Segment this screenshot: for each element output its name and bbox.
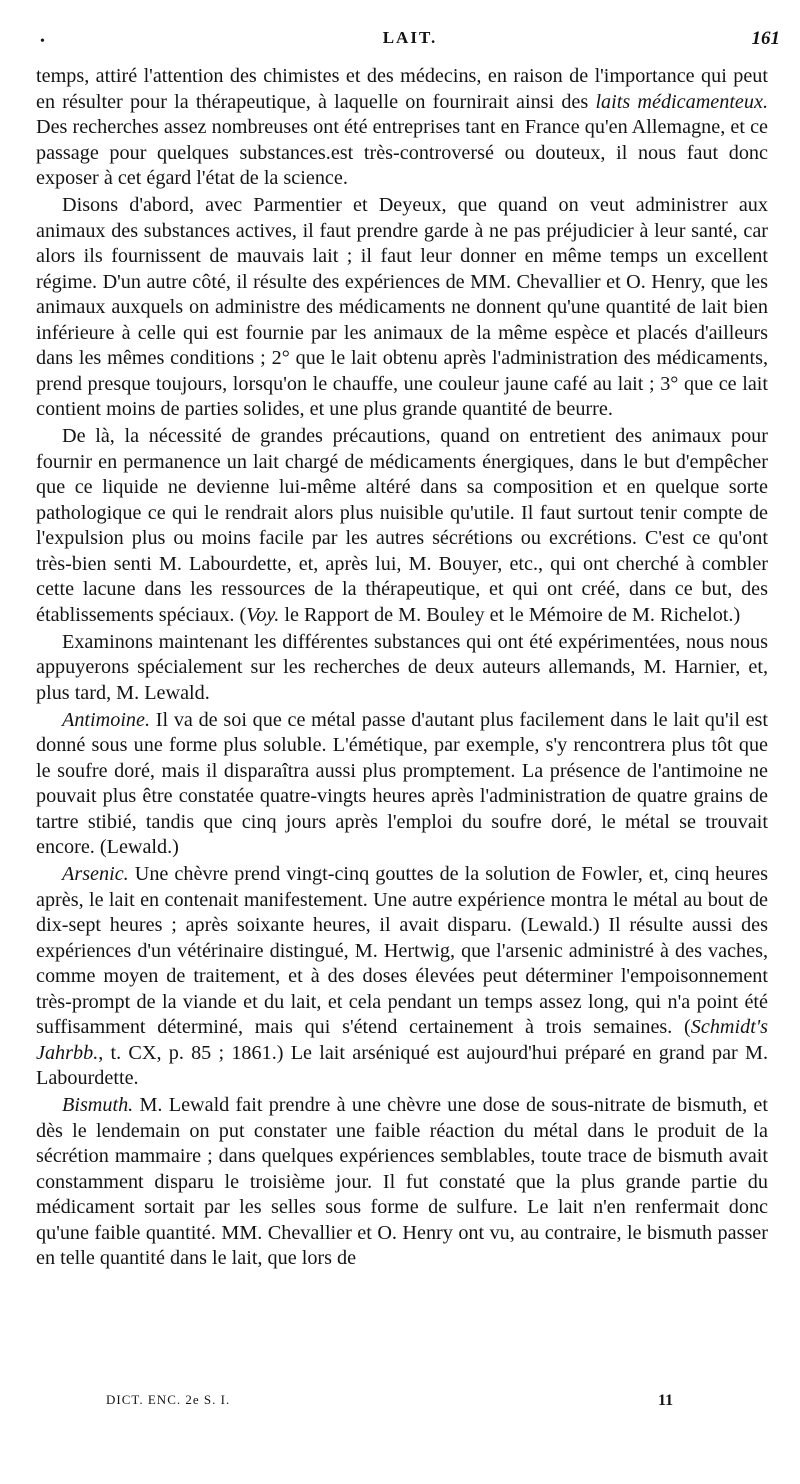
body-text <box>36 64 768 1272</box>
paragraph-antimoine: Antimoine. Il va de soi que ce métal passe d'autant plus facilement dans le lait qu'il est donné sous une forme plus soluble. L'émétique, par exemple, s'y rencontrera plus tôt que le soufre doré, mais il disparaîtra aussi plus promptement. La présence de l'antimoine ne pouvait plus être constatée quatre-vingts heures après l'administration de quatre grains de tartre stibié, tandis que cinq jours après l'emploi du soufre doré, le métal se trouvait encore. (Lewald.) <box>36 708 768 858</box>
signature-mark: DICT. ENC. 2e S. I. <box>106 1392 231 1407</box>
paragraph-2: Disons d'abord, avec Parmentier et Deyeux, que quand on veut administrer aux animaux des substances actives, il faut prendre garde à ne pas préjudicier à leur santé, car alors ils fournissent de mauvais lait ; il faut leur donner en même temps un excellent régime. D'un autre côté, il résulte des expériences de MM. Chevallier et O. Henry, que les animaux auxquels on administre des médicaments ne donnent qu'une quantité de lait bien inférieure à celle qui est fournie par les animaux de la même espèce et placés d'ailleurs dans les mêmes conditions ; 2° que le lait obtenu après l'administration des médicaments, prend presque toujours, lorsqu'on le chauffe, une couleur jaune café au lait ; 3° que ce lait contient moins de parties solides, et une plus grande quantité de beurre. <box>36 194 768 420</box>
page-header <box>40 28 780 58</box>
paragraph-1: temps, attiré l'attention des chimistes et des médecins, en raison de l'importance qui peut en résulter pour la thérapeutique, à laquelle on fournirait ainsi des laits médicamenteux. Des recherches assez nombreuses ont été entreprises tant en France qu'en Allemagne, et ce passage pour quelques substances.est très-controversé ou douteux, il nous faut donc exposer à cet égard l'état de la science. <box>36 65 768 189</box>
paragraph-3: De là, la nécessité de grandes précautions, quand on entretient des animaux pour fournir en permanence un lait chargé de médicaments énergiques, dans le but d'empêcher que ce liquide ne devienne lui-même altéré dans sa composition et en quelque sorte pathologique ce qui le rendrait alors plus nuisible qu'utile. Il faut surtout tenir compte de l'expulsion plus ou moins facile par les autres sécrétions ou excrétions. C'est ce qu'ont très-bien senti M. Labourdette, et, après lui, M. Bouyer, etc., qui ont cherché à combler cette lacune dans les ressources de la thérapeutique, et qui ont créé, dans ce but, des établissements spéciaux. (Voy. le Rapport de M. Bouley et le Mémoire de M. Richelot.) <box>36 425 768 626</box>
page-number: 161 <box>751 28 780 49</box>
sheet-number: 11 <box>658 1392 674 1409</box>
paragraph-bismuth: Bismuth. M. Lewald fait prendre à une chèvre une dose de sous-nitrate de bismuth, et dès le lendemain on put constater une faible réaction du métal dans le produit de la sécrétion mammaire ; dans quelques expériences semblables, toute trace de bismuth avait constamment disparu le troisième jour. Il fut constaté que la plus grande partie du médicament sortait par les selles sous forme de sulfure. Le lait n'en renfermait donc qu'une faible quantité. MM. Chevallier et O. Henry ont vu, au contraire, le bismuth passer en telle quantité dans le lait, que lors de <box>36 1094 768 1269</box>
running-title: LAIT. <box>382 28 438 47</box>
header-mark: • <box>40 34 45 49</box>
paragraph-4: Examinons maintenant les différentes substances qui ont été expérimentées, nous nous appuyerons spécialement sur les recherches de deux auteurs allemands, M. Harnier, et, plus tard, M. Lewald. <box>36 630 768 704</box>
paragraph-arsenic: Arsenic. Une chèvre prend vingt-cinq gouttes de la solution de Fowler, et, cinq heures après, le lait en contenait manifestement. Une autre expérience montra le métal au bout de dix-sept heures ; après soixante heures, il avait disparu. (Lewald.) Il résulte aussi des expériences d'un vétérinaire distingué, M. Hertwig, que l'arsenic administré à des vaches, comme moyen de traitement, et à des doses élevées peut déterminer l'empoisonnement très-prompt de la viande et du lait, et cela pendant un temps assez long, qui n'a point été suffisamment déterminé, mais qui s'étend certainement à trois semaines. (Schmidt's Jahrbb., t. CX, p. 85 ; 1861.) Le lait arséniqué est aujourd'hui préparé en grand par M. Labourdette. <box>36 863 768 1089</box>
page-footer <box>106 1392 686 1416</box>
